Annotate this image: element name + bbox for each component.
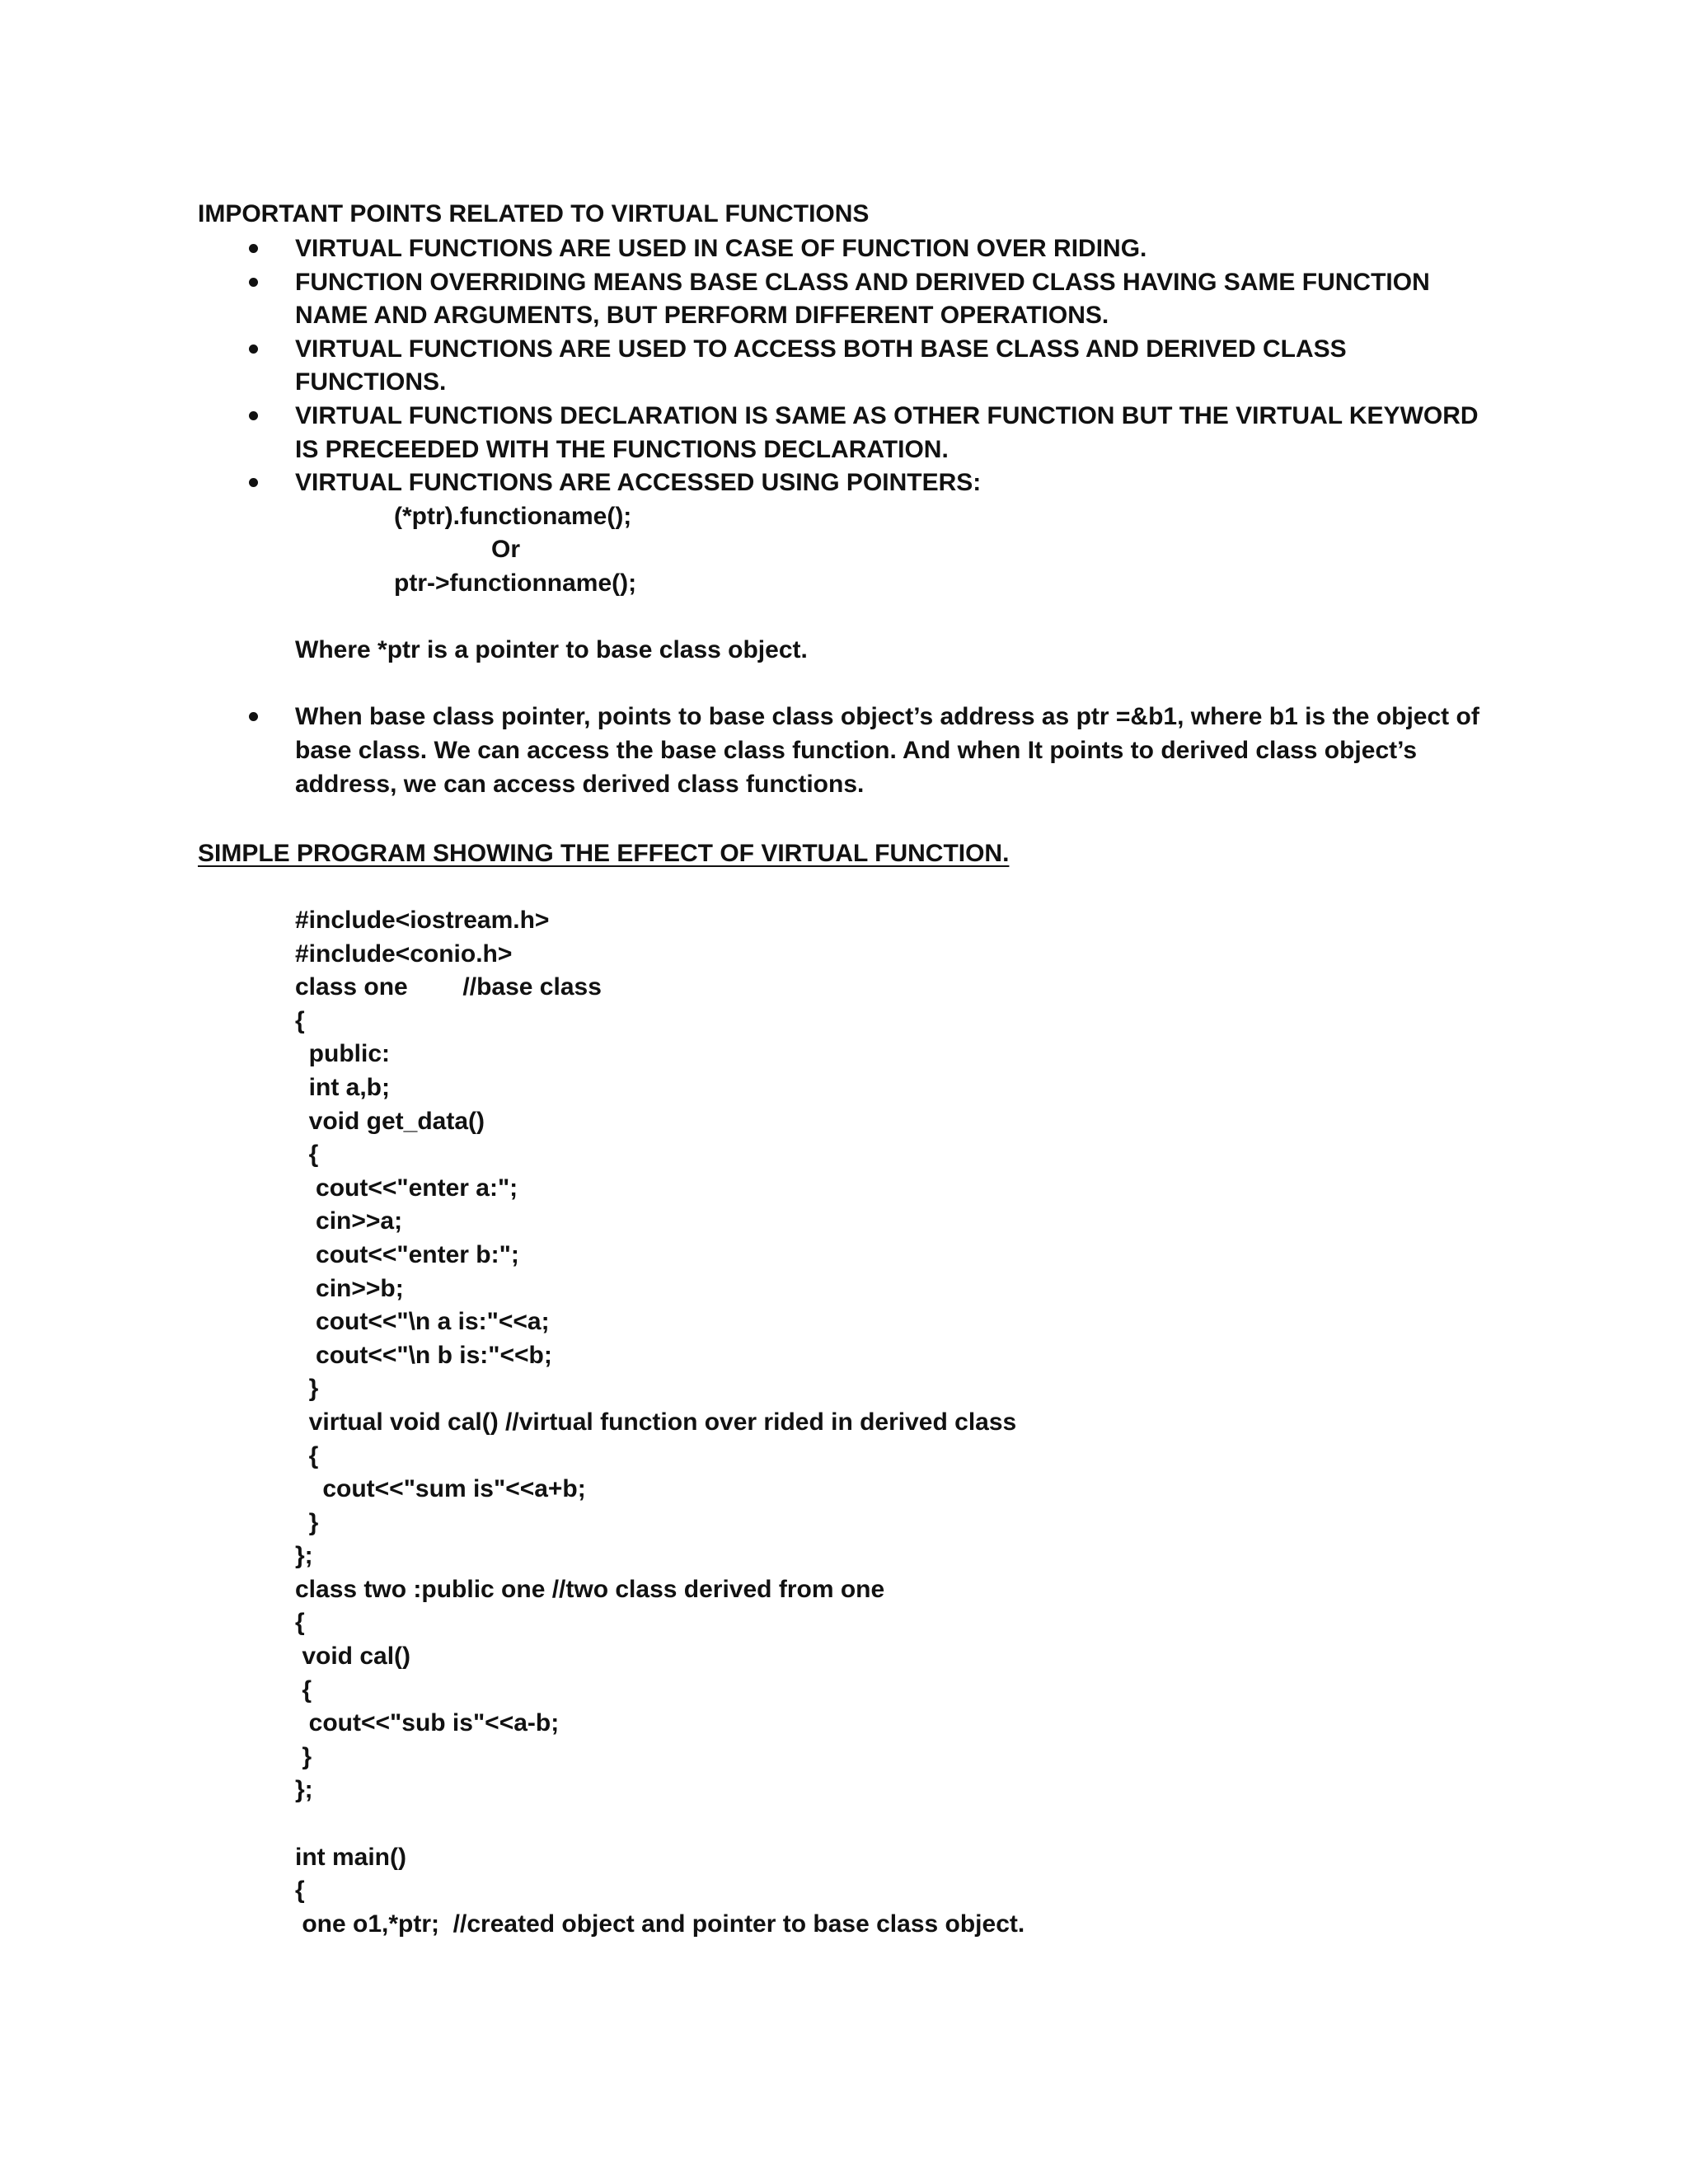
code-line: } bbox=[295, 1375, 319, 1403]
code-line: cin>>a; bbox=[295, 1207, 403, 1235]
bullet-text: VIRTUAL FUNCTIONS ARE USED IN CASE OF FUNCTION OVER RIDING. bbox=[295, 235, 1147, 262]
bullet-icon bbox=[249, 478, 258, 487]
bullet-icon bbox=[249, 244, 258, 253]
code-line: { bbox=[295, 1877, 305, 1905]
code-line: cout<<"\n a is:"<<a; bbox=[295, 1308, 550, 1336]
syntax-or: Or bbox=[491, 536, 521, 564]
list-item bbox=[198, 400, 1500, 466]
code-line: } bbox=[295, 1508, 319, 1536]
bullet-icon bbox=[249, 278, 258, 287]
code-line: int a,b; bbox=[295, 1073, 390, 1101]
pointer-access-syntax bbox=[295, 500, 1500, 601]
syntax-line: (*ptr).functioname(); bbox=[394, 502, 632, 530]
bullet-icon bbox=[249, 712, 258, 721]
code-line: cout<<"enter a:"; bbox=[295, 1174, 518, 1202]
code-line: int main() bbox=[295, 1843, 406, 1871]
code-line: cin>>b; bbox=[295, 1274, 404, 1302]
code-line: } bbox=[295, 1742, 312, 1770]
code-line: void cal() bbox=[295, 1643, 411, 1671]
bullet-list bbox=[198, 232, 1500, 801]
list-item bbox=[198, 701, 1500, 801]
code-line: { bbox=[295, 1141, 319, 1169]
code-line: virtual void cal() //virtual function over rided in derived class bbox=[295, 1408, 1017, 1436]
bullet-text: FUNCTION OVERRIDING MEANS BASE CLASS AND DERIVED CLASS HAVING SAME FUNCTION NAME AND ARGUMENTS, BUT PERFORM DIFFERENT OPERATIONS. bbox=[295, 268, 1430, 330]
code-line: { bbox=[295, 1609, 305, 1637]
code-line: { bbox=[295, 1675, 312, 1704]
bullet-icon bbox=[249, 344, 258, 354]
where-note: Where *ptr is a pointer to base class object. bbox=[295, 636, 808, 664]
program-heading: SIMPLE PROGRAM SHOWING THE EFFECT OF VIRTUAL FUNCTION. bbox=[198, 840, 1010, 867]
list-item bbox=[198, 466, 1500, 500]
code-line: cout<<"\n b is:"<<b; bbox=[295, 1341, 552, 1369]
section-heading: IMPORTANT POINTS RELATED TO VIRTUAL FUNCTIONS bbox=[198, 200, 870, 227]
bullet-text: VIRTUAL FUNCTIONS DECLARATION IS SAME AS OTHER FUNCTION BUT THE VIRTUAL KEYWORD IS PRECEEDED WITH THE FUNCTIONS DECLARATION. bbox=[295, 401, 1479, 463]
code-line: { bbox=[295, 1006, 305, 1034]
code-block bbox=[295, 904, 1025, 1941]
code-line: { bbox=[295, 1441, 319, 1469]
code-line: class two :public one //two class derived from one bbox=[295, 1575, 885, 1603]
bullet-icon bbox=[249, 411, 258, 420]
list-item bbox=[198, 266, 1500, 333]
code-line: #include<iostream.h> bbox=[295, 907, 550, 934]
code-line: cout<<"enter b:"; bbox=[295, 1240, 519, 1268]
code-line: public: bbox=[295, 1040, 390, 1068]
syntax-line: ptr->functionname(); bbox=[394, 569, 637, 597]
code-line: one o1,*ptr; //created object and pointer to base class object. bbox=[295, 1910, 1025, 1938]
list-item bbox=[198, 232, 1500, 266]
code-line: cout<<"sum is"<<a+b; bbox=[295, 1475, 586, 1503]
code-line: }; bbox=[295, 1776, 313, 1804]
bullet-text: VIRTUAL FUNCTIONS ARE USED TO ACCESS BOTH BASE CLASS AND DERIVED CLASS FUNCTIONS. bbox=[295, 335, 1347, 396]
code-line: class one //base class bbox=[295, 973, 602, 1001]
code-line: void get_data() bbox=[295, 1107, 485, 1135]
code-line: #include<conio.h> bbox=[295, 940, 513, 968]
code-line: cout<<"sub is"<<a-b; bbox=[295, 1709, 560, 1737]
bullet-text: VIRTUAL FUNCTIONS ARE ACCESSED USING POINTERS: bbox=[295, 469, 982, 497]
code-line bbox=[295, 1807, 1025, 1841]
list-item bbox=[198, 333, 1500, 400]
bullet-text: When base class pointer, points to base class object’s address as ptr =&b1, where b1 is the object of base class. We can access the base class function. And when It points to derived class object’s address, we can access derived class functions. bbox=[295, 703, 1479, 798]
code-line: }; bbox=[295, 1542, 313, 1570]
